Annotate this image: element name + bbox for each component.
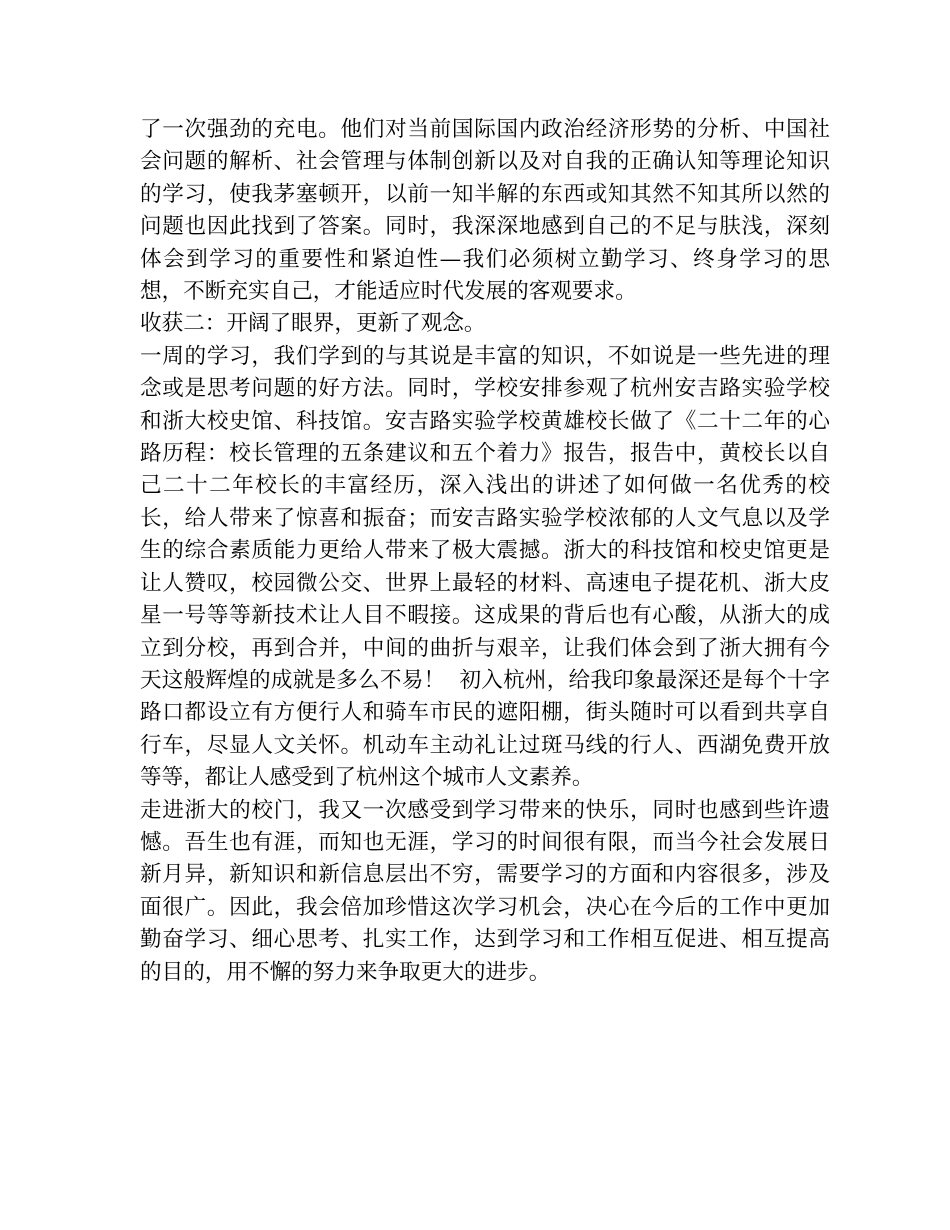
paragraph-reflection-recharge: 了一次强劲的充电。他们对当前国际国内政治经济形势的分析、中国社会问题的解析、社会管理与体制创新以及对自我的正确认知等理论知识的学习，使我茅塞顿开，以前一知半解的东西或知其然不知其所以然的问题也因此找到了答案。同时，我深深地感到自己的不足与肤浅，深刻体会到学习的重要性和紧迫性—我们必须树立勤学习、终身学习的思想，不断充实自己，才能适应时代发展的客观要求。 <box>140 117 830 305</box>
paragraph-zhejiang-university-gate: 走进浙大的校门，我又一次感受到学习带来的快乐，同时也感到些许遗憾。吾生也有涯，而知也无涯，学习的时间很有限，而当今社会发展日新月异，新知识和新信息层出不穷，需要学习的方面和内容很多，涉及面很广。因此，我会倍加珍惜这次学习机会，决心在今后的工作中更加勤奋学习、细心思考、扎实工作，达到学习和工作相互促进、相互提高的目的，用不懈的努力来争取更大的进步。 <box>140 797 830 985</box>
paragraph-heading-gain-two: 收获二：开阔了眼界，更新了观念。 <box>140 311 486 337</box>
document-body <box>140 114 830 989</box>
paragraph-week-of-study: 一周的学习，我们学到的与其说是丰富的知识，不如说是一些先进的理念或是思考问题的好方法。同时，学校安排参观了杭州安吉路实验学校和浙大校史馆、科技馆。安吉路实验学校黄雄校长做了《二十二年的心路历程：校长管理的五条建议和五个着力》报告，报告中，黄校长以自己二十二年校长的丰富经历，深入浅出的讲述了如何做一名优秀的校长，给人带来了惊喜和振奋；而安吉路实验学校浓郁的人文气息以及学生的综合素质能力更给人带来了极大震撼。浙大的科技馆和校史馆更是让人赞叹，校园微公交、世界上最轻的材料、高速电子提花机、浙大皮星一号等等新技术让人目不暇接。这成果的背后也有心酸，从浙大的成立到分校，再到合并，中间的曲折与艰辛，让我们体会到了浙大拥有今天这般辉煌的成就是多么不易！ 初入杭州，给我印象最深还是每个十字路口都设立有方便行人和骑车市民的遮阳棚，街头随时可以看到共享自行车，尽显人文关怀。机动车主动礼让过斑马线的行人、西湖免费开放等等，都让人感受到了杭州这个城市人文素养。 <box>140 343 830 791</box>
